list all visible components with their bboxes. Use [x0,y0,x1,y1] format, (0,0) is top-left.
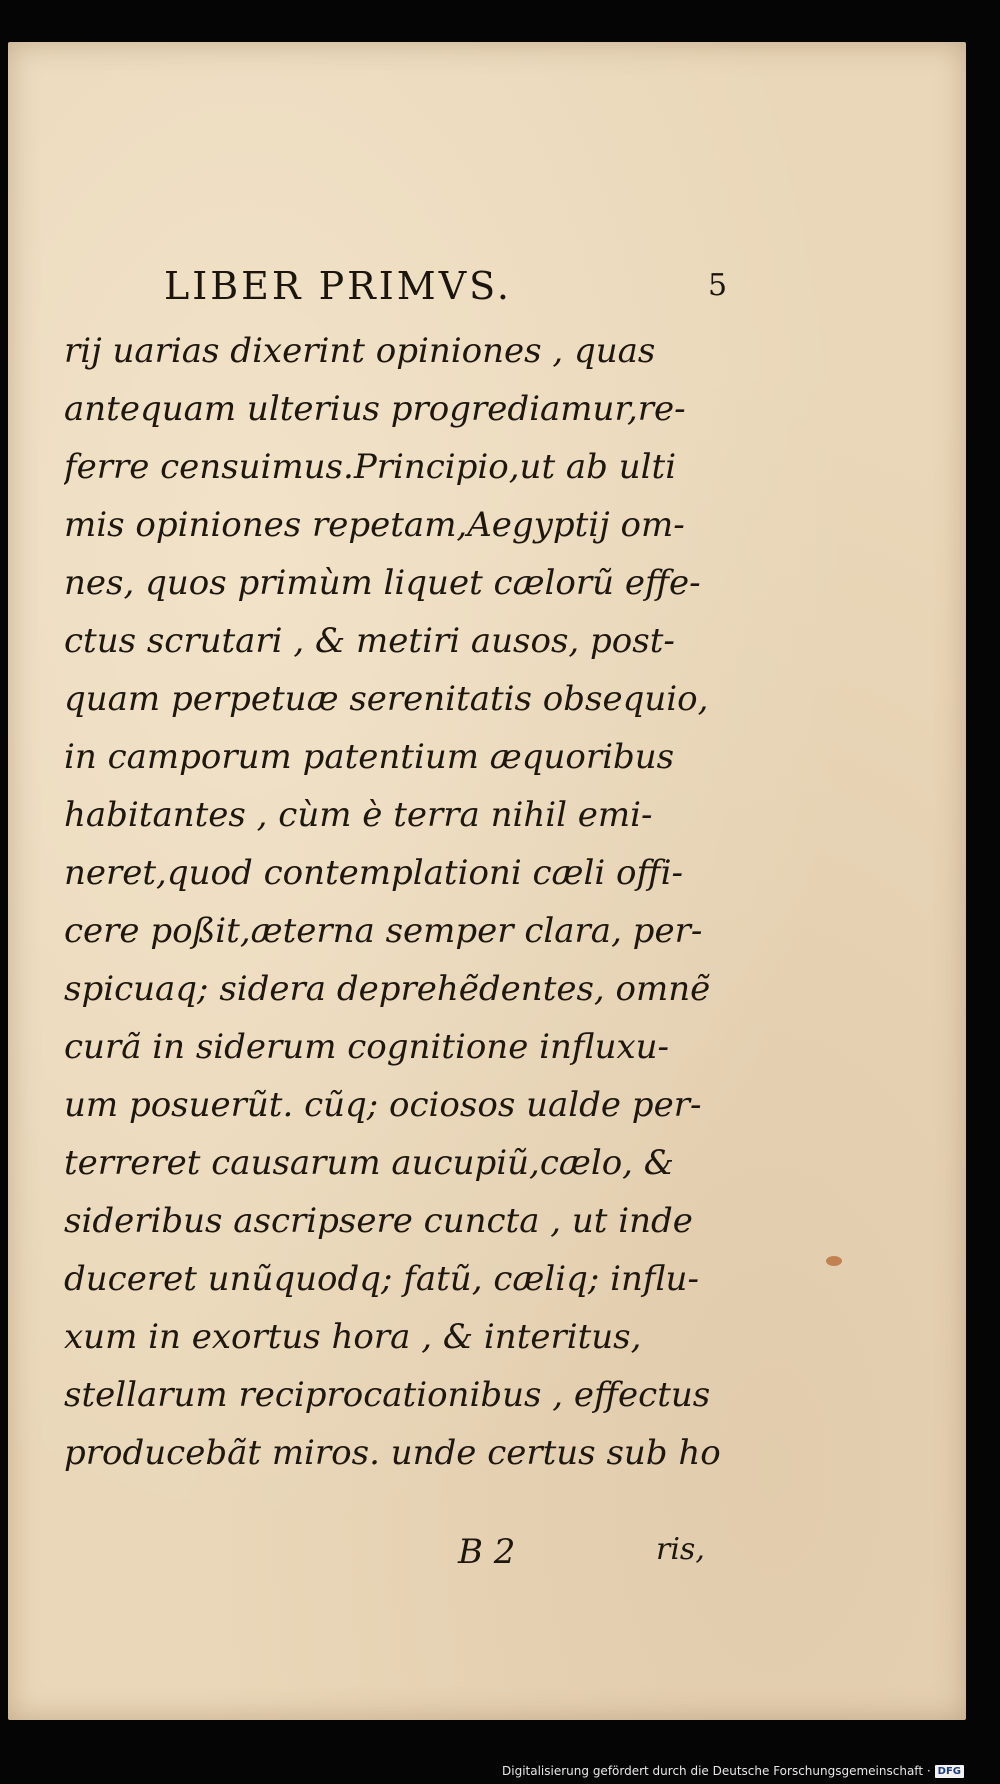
running-title: LIBER PRIMVS. [164,264,512,308]
text-line: neret,quod contemplationi cæli offi- [64,853,683,893]
text-line: quam perpetuæ serenitatis obsequio, [64,679,709,719]
text-line: xum in exortus hora , & interitus, [64,1317,642,1357]
dfg-logo-icon: DFG [935,1765,964,1778]
catchword: ris, [656,1532,705,1567]
text-line: spicuaq; sidera deprehẽdentes, omnẽ [64,969,711,1009]
text-line: rij uarias dixerint opiniones , quas [64,331,656,371]
body-text [64,322,744,1482]
text-line: producebãt miros. unde certus sub ho [64,1433,721,1473]
credit-text: Digitalisierung gefördert durch die Deutsche Forschungsgemeinschaft · [502,1764,931,1778]
text-line: habitantes , cùm è terra nihil emi- [64,795,653,835]
digitization-credit [502,1764,964,1778]
text-line: nes, quos primùm liquet cælorũ effe- [64,563,701,603]
signature-mark: B 2 [458,1532,516,1572]
text-line: cere poßit,æterna semper clara, per- [64,911,703,951]
paper-stain [826,1256,842,1266]
text-line: duceret unũquodq; fatũ, cæliq; influ- [64,1259,699,1299]
folio-number: 5 [708,268,728,303]
text-line: mis opiniones repetam,Aegyptij om- [64,505,685,545]
text-line: ferre censuimus.Principio,ut ab ulti [64,447,677,487]
text-line: curã in siderum cognitione influxu- [64,1027,670,1067]
text-line: ctus scrutari , & metiri ausos, post- [64,621,675,661]
text-line: antequam ulterius progrediamur,re- [64,389,686,429]
text-line: terreret causarum aucupiũ,cælo, & [64,1143,675,1183]
text-line: sideribus ascripsere cuncta , ut inde [64,1201,693,1241]
book-page [8,42,966,1720]
text-line: stellarum reciprocationibus , effectus [64,1375,711,1415]
text-line: um posuerũt. cũq; ociosos ualde per- [64,1085,702,1125]
text-line: in camporum patentium æquoribus [64,737,675,777]
